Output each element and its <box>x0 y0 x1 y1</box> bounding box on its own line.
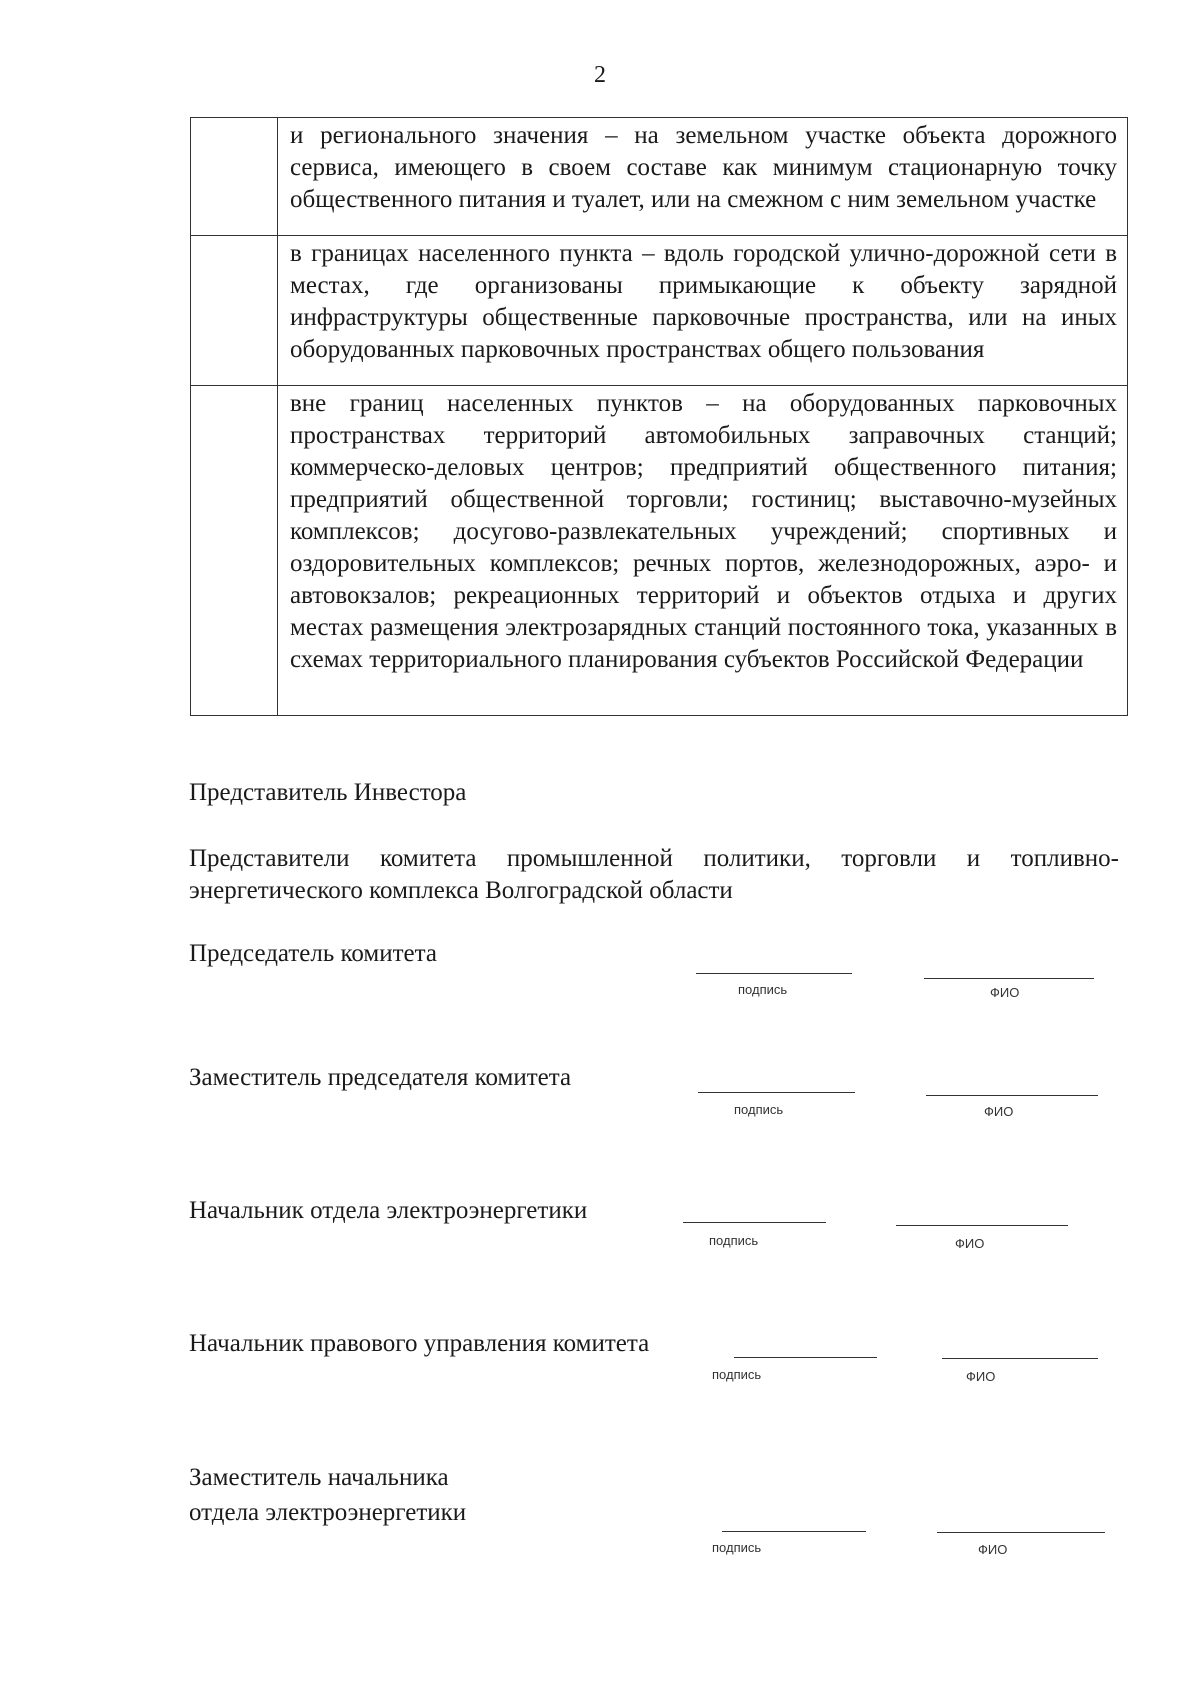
signature-caption: подпись <box>738 982 788 997</box>
table-cell-number <box>191 118 278 236</box>
name-caption: ФИО <box>966 1369 996 1384</box>
signatory-title-electric-power-head: Начальник отдела электроэнергетики <box>189 1197 588 1224</box>
name-caption: ФИО <box>990 985 1020 1000</box>
signatory-title-legal-head: Начальник правового управления комитета <box>189 1330 650 1357</box>
table-row <box>191 118 1128 236</box>
signatory-title-deputy-chairman: Заместитель председателя комитета <box>189 1064 572 1091</box>
signature-caption: подпись <box>712 1367 762 1382</box>
table-cell-text: в границах населенного пункта – вдоль городской улично-дорожной сети в местах, где организованы примыкающие к объекту зарядной инфраструктуры общественные парковочные пространства, или на иных оборудованных парковочных пространствах общего пользования <box>278 236 1128 386</box>
signatory-title-deputy-department-head-line1: Заместитель начальника <box>189 1464 449 1491</box>
table-cell-number <box>191 386 278 716</box>
name-caption: ФИО <box>978 1542 1008 1557</box>
table-cell-text: вне границ населенных пунктов – на оборудованных парковочных пространствах территорий автомобильных заправочных станций; коммерческо-деловых центров; предприятий общественного питания; предприятий общественной торговли; гостиниц; выставочно-музейных комплексов; досугово-развлекательных учреждений; спортивных и оздоровительных комплексов; речных портов, железнодорожных, аэро- и автовокзалов; рекреационных территорий и объектов отдыха и других местах размещения электрозарядных станций постоянного тока, указанных в схемах территориального планирования субъектов Российской Федерации <box>278 386 1128 716</box>
name-line <box>896 1225 1068 1226</box>
name-line <box>924 978 1094 979</box>
name-line <box>942 1358 1098 1359</box>
signature-caption: подпись <box>709 1233 759 1248</box>
committee-representatives-label: Представители комитета промышленной политики, торговли и топливно-энергетического комплекса Волгоградской области <box>189 845 1119 904</box>
table-cell-number <box>191 236 278 386</box>
signature-caption: подпись <box>712 1540 762 1555</box>
table-cell-text: и регионального значения – на земельном участке объекта дорожного сервиса, имеющего в своем составе как минимум стационарную точку общественного питания и туалет, или на смежном с ним земельном участке <box>278 118 1128 236</box>
name-caption: ФИО <box>955 1236 985 1251</box>
investor-representative-label: Представитель Инвестора <box>189 779 467 806</box>
signatory-title-chairman: Председатель комитета <box>189 940 437 967</box>
name-line <box>926 1095 1098 1096</box>
signature-line <box>722 1531 866 1532</box>
signature-caption: подпись <box>734 1102 784 1117</box>
table-row <box>191 386 1128 716</box>
placement-criteria-table <box>190 117 1128 716</box>
name-line <box>937 1532 1105 1533</box>
signature-line <box>698 1092 855 1093</box>
name-caption: ФИО <box>984 1104 1014 1119</box>
signature-line <box>683 1222 826 1223</box>
page-number: 2 <box>594 62 606 88</box>
signature-line <box>734 1357 877 1358</box>
table-row <box>191 236 1128 386</box>
signature-line <box>696 973 852 974</box>
signatory-title-deputy-department-head-line2: отдела электроэнергетики <box>189 1499 467 1526</box>
